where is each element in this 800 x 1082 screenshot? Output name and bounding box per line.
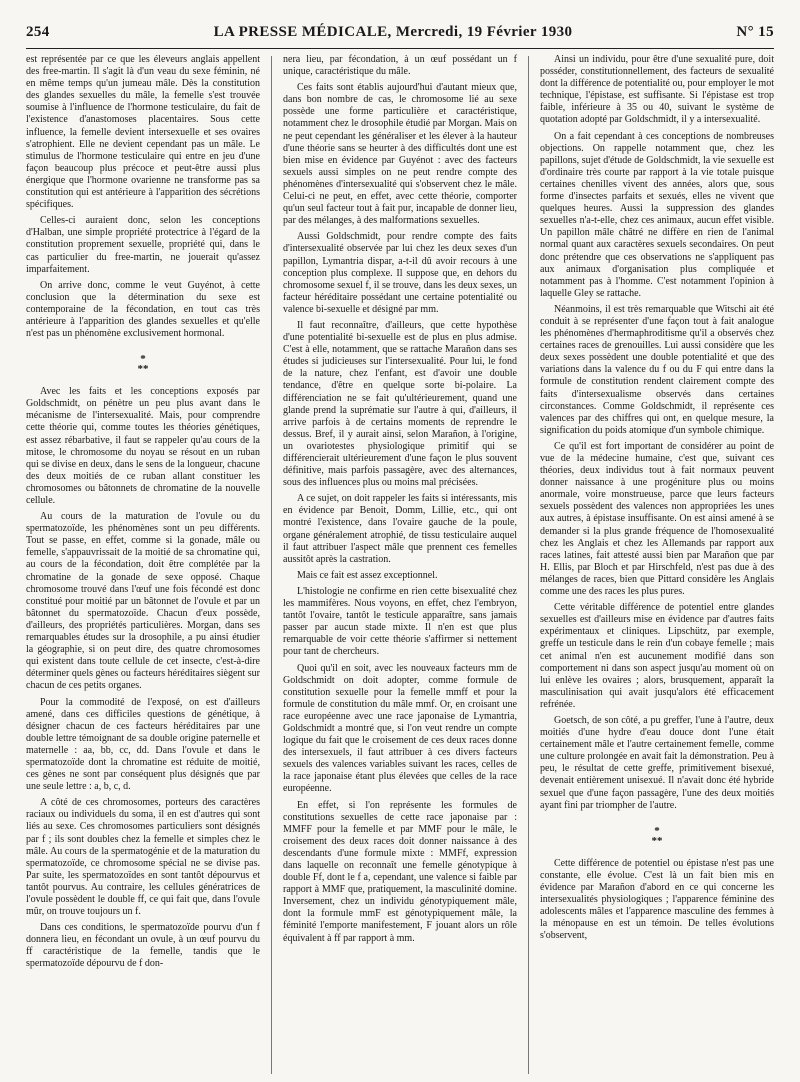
paragraph: En effet, si l'on représente les formules de constitutions sexuelles de cette race japonaise par : MMFF pour la femelle et par MMF pour le mâle, le croisement des deux races doit donner naissance à des descendants d'une formule mixte : MMFf, expression dans laquelle on reconnaît une femelle génotypique à double Ff, dont le f a, cependant, une valence si faible par rapport à MMF que, pratiquement, la masculinité domine. Inversement, chez un individu génotypiquement mâle, dont la formule mmF est génotypiquement mâle, la féminité l'emporte manifestement, F jouant alors un rôle équivalent à ff par rapport à mm. [283,799,517,944]
paragraph: Ces faits sont établis aujourd'hui d'autant mieux que, dans bon nombre de cas, le chromosome lié au sexe possède une forme particulière et caractéristique, notamment chez le drosophile étudié par Morgan. Mais on ne peut cependant les généraliser et les élever à la hauteur d'une théorie sans se heurter à des difficultés dont une est bien mise en évidence par Guyénot : avec des facteurs sexuels aussi simples on ne peut rendre compte des phénomènes d'intersexualité qui s'observent chez le mâle. Celui-ci ne peut, en effet, avec cette théorie, comporter qu'un seul facteur tout à fait pur, incapable de donner lieu, par des mélanges, à des malformations sexuelles. [283,82,517,227]
asterism-top: * [654,824,660,837]
column-3 [540,54,774,1076]
paragraph: Au cours de la maturation de l'ovule ou du spermatozoïde, les phénomènes sont un peu différents. Tout se passe, en effet, comme si la gonade, mâle ou femelle, s'appauvrissait de la moitié de sa chromatine qui, au cours de la fécondation, doit être complétée par la chromatine de la gonade de sexe opposé. Chaque chromosome trouvé dans l'œuf une fois fécondé est donc constitué pour moitié par un bâtonnet de l'ovule et par un bâtonnet du spermatozoïde. Chacun d'eux possède, d'ailleurs, des propriétés particulières. Morgan, dans ses remarquables études sur la drosophile, a pu ainsi étudier la géographie, si on peut dire, des quatre chromosomes qui existent dans toute cellule de cet insecte, c'est-à-dire déterminer quels gènes ou facteurs héréditaires siègent sur chacun de ces petits organes. [26,511,260,692]
column-2 [283,54,517,1076]
page-header [26,24,774,46]
paragraph: Ce qu'il est fort important de considérer au point de vue de la médecine humaine, c'est que, suivant ces théories, deux individus tout à fait normaux peuvent donner naissance à une progéniture plus ou moins anormale, voire monstrueuse, parce que leurs facteurs sexuels possèdent des valences non appropriées les unes aux autres, à épistase insuffisante. On est ainsi amené à se demander si la plus grande fréquence de l'homosexualité chez les Anglais et chez les Allemands par rapport aux races latines, fait attesté aussi bien par Marañon que par H. Ellis, par Bloch et par Hirschfeld, n'est pas due à des mélanges de races, bien que Pittard considère les Anglais comme une des races les plus pures. [540,440,774,598]
paragraph: Ainsi un individu, pour être d'une sexualité pure, doit posséder, constitutionnellement, des facteurs de sexualité dont la différence de potentialité ou, pour employer le mot technique, l'épistase, est suffisante. Si l'épistase est trop faible, inférieure à 35 ou 40, suivant le système de quotation adopté par Goldschmidt, il y a intersexualité. [540,54,774,126]
paragraph: A ce sujet, on doit rappeler les faits si intéressants, mis en évidence par Benoit, Domm, Lillie, etc., qui ont montré l'existence, dans l'ovaire gauche de la poule, organe généralement atrophié, de tissu testiculaire auquel il faut attribuer l'aspect mâle que prennent ces femelles aussitôt après la castration. [283,493,517,565]
paragraph: est représentée par ce que les éleveurs anglais appellent des free-martin. Il s'agit là d'un veau du sexe féminin, né en même temps qu'un jumeau mâle. Dès la constitution des glandes sexuelles du mâle, la femelle s'est trouvée soumise à l'influence de l'hormone testiculaire, du fait de l'existence d'anastomoses placentaires. Sous cette influence, la femelle devient intersexuelle et ses ovaires s'atrophient. Elle ne devient cependant pas un mâle. Le stimulus de l'hormone testiculaire qui entre en jeu d'une façon beaucoup plus précoce et peut-être aussi plus énergique que l'hormone ovarienne ne transforme pas sa constitution qui est antérieure à l'apparition des sécrétions spécifiques. [26,54,260,211]
column-divider [528,56,529,1074]
paragraph: On a fait cependant à ces conceptions de nombreuses objections. On rappelle notamment que, chez les papillons, sujet d'étude de Goldschmidt, la vie sexuelle est d'ordinaire très courte par rapport à la vie totale puisque certaines chenilles vivent des années, alors que, sous forme d'insectes parfaits et sexués, elles ne vivent que quelques heures. Aussi la suppression des glandes sexuelles n'a-t-elle, chez ces animaux, aucun effet visible. Un papillon mâle châtré ne diffère en rien de l'animal normal quant aux caractères sexuels secondaires. On peut donc prétendre que ces observations ne s'appliquent pas aux animaux d'organisation plus compliquée et notamment pas à l'homme. C'est notamment l'opinion à laquelle Gley se rattache. [540,130,774,299]
issue-number: N° 15 [736,24,774,40]
paragraph: Goetsch, de son côté, a pu greffer, l'une à l'autre, deux moitiés d'une hydre d'eau douce dont l'une était certainement mâle et l'autre certainement femelle, comme une culture prolongée en avait fait la démonstration. Peu à peu, le résultat de cette greffe, primitivement bisexué, devenait entièrement unisexué. Il n'avait donc été hybride sexuel que d'une façon passagère, l'une des deux moitiés ayant fini par triompher de l'autre. [540,714,774,811]
paragraph: A côté de ces chromosomes, porteurs des caractères raciaux ou individuels du soma, il en est d'autres qui sont liés au sexe. Ces chromosomes particuliers sont désignés par f ; ils sont doubles chez la femelle et simples chez le mâle. Au cours de la spermatogénie et de la maturation du spermatozoïde, ce chromosome spécial ne se divise pas. Par suite, les spermatozoïdes en sont tantôt dépourvus et tantôt pourvus. Au contraire, les cellules génératrices de l'ovule possèdent le double ff, ce qui fait que, dans l'ovule mûr, on trouve toujours un f. [26,797,260,918]
paragraph: Avec les faits et les conceptions exposés par Goldschmidt, on pénètre un peu plus avant dans le mécanisme de l'intersexualité. Mais, pour comprendre cette théorie qui, comme toutes les théories génétiques, est assez rébarbative, il faut se rappeler qu'au cours de la mitose, le chromosome du noyau se résout en un ruban qui se divise en deux, dans le sens de la longueur, chacune des deux moitiés de ce ruban allant constituer les chromosomes ou bâtonnets de chromatine de la nouvelle cellule. [26,386,260,506]
header-rule [26,48,774,49]
paragraph: Celles-ci auraient donc, selon les conceptions d'Halban, une simple propriété protectrice à l'égard de la constitution proprement sexuelle, propriété qui, dans le cas particulier du free-martin, ne jouerait qu'assez imparfaitement. [26,215,260,275]
asterism-top: * [140,353,146,366]
paragraph: Il faut reconnaître, d'ailleurs, que cette hypothèse d'une potentialité bi-sexuelle est de plus en plus admise. C'est à elle, notamment, que se rattache Marañon dans ses études si judicieuses sur l'intersexualité. Pour lui, le fond de la nature, chez l'enfant, est d'avoir une double tendance, d'être en quelque sorte bi-polaire. La différenciation ne se fait qu'ultérieurement, quand une glande prend la suprématie sur l'autre à qui, d'ailleurs, il arrive parfois à de certains moments de reprendre le dessus. Bref, il y aurait ainsi, selon Marañon, à l'origine, un ovariotestes physiologique primitif qui se différencierait ultérieurement d'une façon le plus souvent définitive, mais parfois passagère, avec des alternances, sous des influences plus ou moins mal précisées. [283,319,517,489]
column-divider [271,56,272,1074]
paragraph: Aussi Goldschmidt, pour rendre compte des faits d'intersexualité observée par lui chez les deux sexes d'un papillon, Lymantria dispar, a-t-il dû avoir recours à une conception plus complexe. Il suppose que, en dehors du chromosome sexuel f, il se trouve, dans les deux sexes, un facteur héréditaire possédant une certaine potentialité ou valence bi-sexuelle et désigné par mm. [283,231,517,315]
column-1 [26,54,260,1076]
paragraph: nera lieu, par fécondation, à un œuf possédant un f unique, caractéristique du mâle. [283,54,517,78]
journal-title: LA PRESSE MÉDICALE, Mercredi, 19 Février 1930 [213,24,573,40]
paragraph: Cette différence de potentiel ou épistase n'est pas une constante, elle évolue. C'est là un fait bien mis en évidence par Marañon d'abord en ce qui concerne les intersexualités physiologiques ; l'apparence féminine des adolescents mâles et l'apparence masculine des femmes à la ménopause en est un témoin. De telles évolutions s'observent, [540,857,774,942]
paragraph: Pour la commodité de l'exposé, on est d'ailleurs amené, dans ces difficiles questions de génétique, à désigner chacun de ces facteurs héréditaires par une double lettre témoignant de sa double origine paternelle et maternelle : aa, bb, cc, dd. Dans l'ovule et dans le spermatozoïde dont la chromatine est réduite de moitié, ces gènes ne sont par conséquent plus désignés que par une seule lettre : a, b, c, d. [26,696,260,793]
paragraph: Quoi qu'il en soit, avec les nouveaux facteurs mm de Goldschmidt on doit adopter, comme formule de constitution sexuelle pour la femelle mmff et pour la formule de constitution du mâle mmf. Or, en croisant une race européenne avec une race japonaise de Lymantria, Goldschmidt a montré que, si l'on veut rendre un compte logique du fait que le croisement de ces deux races donne des intersexuels, il faut attribuer à ces divers facteurs sexuels des valences variables suivant les races, celles de la race japonaise étant plus élevées que celles de la race européenne. [283,662,517,795]
section-asterism [26,354,260,374]
paragraph: Néanmoins, il est très remarquable que Witschi ait été conduit à se représenter d'une façon tout à fait analogue les phénomènes d'hermaphroditisme qu'il a observés chez certaines races de grenouilles. Lui aussi considère que les deux sexes possèdent une double potentialité et que des variations dans la valence du f ou du F qui entre dans la formule de constitution rendent clairement compte des faits d'intersexualisme observés dans certaines circonstances. Comme Goldschmidt, il représente ces valences par des chiffres qui ont, en quelque mesure, la signification du poids atomique d'un symbole chimique. [540,303,774,436]
section-asterism [540,826,774,846]
paragraph: Cette véritable différence de potentiel entre glandes sexuelles est d'ailleurs mise en évidence par d'autres faits expérimentaux et cliniques. Lipschütz, par exemple, greffe un testicule dans le rein d'un cobaye femelle ; mais cet animal n'en est aucunement modifié dans son comportement ni dans son aspect jusqu'au moment où on lui enlève les ovaires ; alors, brusquement, apparaît la masculinisation qui avait jusqu'alors été efficacement refrénée. [540,602,774,710]
paragraph: On arrive donc, comme le veut Guyénot, à cette conclusion que la détermination du sexe est contemporaine de la fécondation, en tout cas très antérieure à l'apparition des glandes sexuelles et qu'elle n'est pas un phénomène exclusivement hormonal. [26,279,260,340]
paragraph: Dans ces conditions, le spermatozoïde pourvu d'un f donnera lieu, en fécondant un ovule, à un œuf pourvu du ff caractéristique de la femelle, tandis que le spermatozoïde dépourvu de f don- [26,922,260,970]
asterism-bottom: ** [137,363,149,376]
asterism-bottom: ** [651,834,663,847]
page-number: 254 [26,24,50,40]
paragraph: L'histologie ne confirme en rien cette bisexualité chez les mammifères. Nous voyons, en effet, chez l'embryon, tantôt l'ovaire, tantôt le testicule apparaître, sans jamais passer par aucun stade mixte. Il n'en est que plus remarquable de voir cette théorie s'affirmer si nettement pour tant de chercheurs. [283,585,517,658]
paragraph: Mais ce fait est assez exceptionnel. [297,569,438,581]
